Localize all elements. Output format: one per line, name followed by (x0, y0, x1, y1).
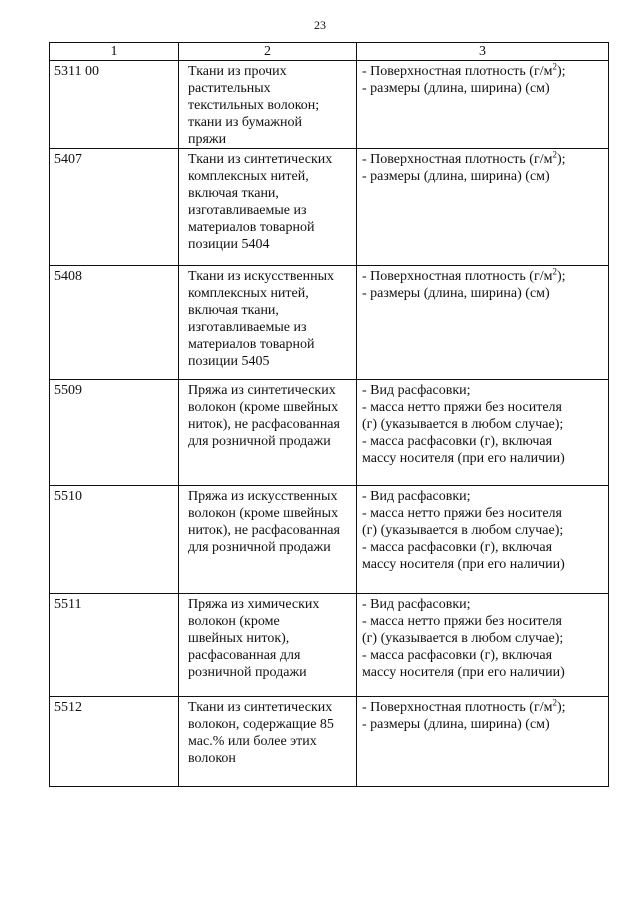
attribute-line: - размеры (длина, ширина) (см) (362, 717, 550, 732)
description-line: волокон (кроме швейных (188, 506, 339, 521)
description-line: материалов товарной (188, 220, 315, 235)
attributes-cell (357, 697, 609, 787)
description-line: Пряжа из химических (188, 597, 320, 612)
hs-code-cell: 5510 (50, 486, 179, 594)
attribute-line: - Вид расфасовки; (362, 597, 471, 612)
attribute-line: - Поверхностная плотность $(г/м^2)$; (362, 61, 566, 79)
attributes-cell (357, 486, 609, 594)
description-line: швейных ниток), (188, 631, 290, 646)
description-cell (179, 594, 357, 697)
attribute-line: массу носителя (при его наличии) (362, 451, 565, 466)
table-row (50, 697, 609, 787)
description-line: материалов товарной (188, 337, 315, 352)
description-line: Ткани из синтетических (188, 700, 333, 715)
column-header-3: 3 (357, 43, 609, 61)
description-cell (179, 380, 357, 486)
page-number: 23 (314, 18, 326, 32)
attribute-line: - размеры (длина, ширина) (см) (362, 286, 550, 301)
attribute-line: - Поверхностная плотность $(г/м^2)$; (362, 149, 566, 167)
description-cell (179, 149, 357, 266)
description-line: Пряжа из синтетических (188, 383, 336, 398)
attribute-line: (г) (указывается в любом случае); (362, 631, 564, 646)
attributes-cell (357, 61, 609, 149)
description-line: включая ткани, (188, 186, 279, 201)
description-line: для розничной продажи (188, 434, 331, 449)
hs-code-cell: 5311 00 (50, 61, 179, 149)
attributes-cell (357, 380, 609, 486)
description-cell (179, 266, 357, 380)
attributes-cell (357, 149, 609, 266)
attribute-line: - масса расфасовки (г), включая (362, 648, 553, 663)
description-line: изготавливаемые из (188, 320, 307, 335)
description-line: волокон, содержащие 85 (188, 717, 334, 732)
column-header-2: 2 (179, 43, 357, 61)
description-cell (179, 61, 357, 149)
description-line: позиции 5404 (188, 237, 270, 252)
hs-code-cell: 5512 (50, 697, 179, 787)
description-line: Ткани из прочих (188, 64, 287, 79)
description-line: Ткани из синтетических (188, 152, 333, 167)
description-line: ниток), не расфасованная (188, 523, 340, 538)
attribute-line: массу носителя (при его наличии) (362, 665, 565, 680)
attribute-line: - масса нетто пряжи без носителя (362, 506, 562, 521)
description-line: включая ткани, (188, 303, 279, 318)
description-line: пряжи (188, 132, 227, 147)
description-line: волокон (кроме швейных (188, 400, 339, 415)
description-line: Пряжа из искусственных (188, 489, 338, 504)
description-line: волокон (188, 751, 236, 766)
column-header-1: 1 (50, 43, 179, 61)
description-line: комплексных нитей, (188, 286, 309, 301)
table-row (50, 149, 609, 266)
table-row (50, 380, 609, 486)
table-row (50, 594, 609, 697)
description-cell (179, 697, 357, 787)
attribute-line: - Поверхностная плотность $(г/м^2)$; (362, 697, 566, 715)
attribute-line: - масса расфасовки (г), включая (362, 434, 553, 449)
attribute-line: - масса нетто пряжи без носителя (362, 400, 562, 415)
description-line: ниток), не расфасованная (188, 417, 340, 432)
hs-code-cell: 5509 (50, 380, 179, 486)
description-line: мас.% или более этих (188, 734, 317, 749)
table-row (50, 486, 609, 594)
description-line: позиции 5405 (188, 354, 270, 369)
attribute-line: массу носителя (при его наличии) (362, 557, 565, 572)
hs-code-cell: 5407 (50, 149, 179, 266)
attribute-line: - Поверхностная плотность $(г/м^2)$; (362, 266, 566, 284)
description-line: ткани из бумажной (188, 115, 302, 130)
description-cell (179, 486, 357, 594)
attribute-line: - масса расфасовки (г), включая (362, 540, 553, 555)
description-line: для розничной продажи (188, 540, 331, 555)
description-line: изготавливаемые из (188, 203, 307, 218)
description-line: Ткани из искусственных (188, 269, 335, 284)
codes-table (49, 42, 609, 787)
attributes-cell (357, 266, 609, 380)
attribute-line: - размеры (длина, ширина) (см) (362, 169, 550, 184)
table-row (50, 61, 609, 149)
table-row (50, 266, 609, 380)
attribute-line: - размеры (длина, ширина) (см) (362, 81, 550, 96)
description-line: комплексных нитей, (188, 169, 309, 184)
table-header-row (50, 43, 609, 61)
description-line: розничной продажи (188, 665, 307, 680)
description-line: расфасованная для (188, 648, 301, 663)
description-line: текстильных волокон; (188, 98, 320, 113)
attribute-line: (г) (указывается в любом случае); (362, 523, 564, 538)
description-line: волокон (кроме (188, 614, 280, 629)
attribute-line: (г) (указывается в любом случае); (362, 417, 564, 432)
hs-code-cell: 5408 (50, 266, 179, 380)
attributes-cell (357, 594, 609, 697)
table-body (50, 61, 609, 787)
attribute-line: - масса нетто пряжи без носителя (362, 614, 562, 629)
description-line: растительных (188, 81, 271, 96)
attribute-line: - Вид расфасовки; (362, 383, 471, 398)
attribute-line: - Вид расфасовки; (362, 489, 471, 504)
hs-code-cell: 5511 (50, 594, 179, 697)
